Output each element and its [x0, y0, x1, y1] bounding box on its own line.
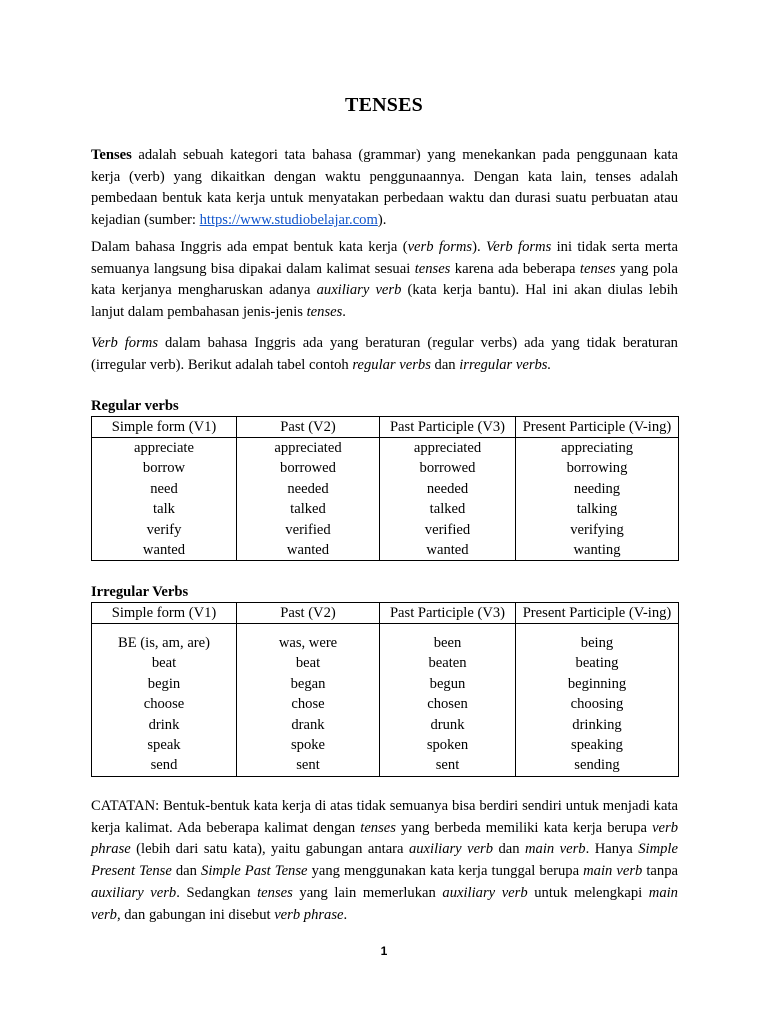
text-run: CATATAN: Bentuk-bentuk kata kerja di atas tidak semuanya bisa berdiri sendiri untuk menjadi kata kerja kalimat. Ada beberapa kalimat dengan [91, 798, 678, 836]
table-cell: beginning [516, 674, 679, 694]
regular-irregular-paragraph [91, 333, 678, 376]
table-row [92, 653, 679, 673]
table-cell: begun [380, 674, 516, 694]
table-cell: sent [237, 755, 380, 776]
regular-verbs-heading: Regular verbs [91, 398, 179, 414]
table-cell: borrowed [237, 458, 380, 478]
table-row [92, 735, 679, 755]
table-cell: sending [516, 755, 679, 776]
italic-term: Simple Present Tense [91, 841, 678, 880]
text-run: yang menggunakan kata kerja tunggal berupa [307, 863, 584, 880]
table-cell: beat [92, 653, 237, 673]
table-cell: talking [516, 499, 679, 519]
text-run: dan [430, 356, 460, 373]
page-title: TENSES [345, 94, 423, 116]
text-run: dalam bahasa Inggris ada yang beraturan (regular verbs) ada yang tidak beraturan (irregular verb). Berikut adalah tabel contoh [91, 335, 678, 373]
text-run: . [342, 304, 346, 321]
table-cell: drinking [516, 715, 679, 735]
italic-term: main verb [91, 884, 678, 923]
text-run: tanpa [642, 863, 678, 880]
column-header: Past (V2) [237, 417, 380, 438]
table-cell: talked [237, 499, 380, 519]
text-run: ). [472, 239, 486, 255]
table-cell: verifying [516, 520, 679, 540]
table-cell: wanted [237, 540, 380, 561]
table-cell: verify [92, 520, 237, 540]
table-row [92, 499, 679, 519]
column-header: Past Participle (V3) [380, 417, 516, 438]
column-header: Past (V2) [237, 603, 380, 624]
intro-text: adalah sebuah kategori tata bahasa (grammar) yang menekankan pada penggunaan kata kerja (verb) yang dikaitkan dengan waktu penggunaannya. Dengan kata lain, tenses adalah pembedaan bentuk kata kerja untuk menyatakan perbedaan waktu dan durasi suatu perbuatan atau kejadian (sumber: [91, 147, 678, 229]
italic-term: tenses [579, 260, 616, 277]
table-cell: appreciated [237, 438, 380, 459]
table-cell: borrow [92, 458, 237, 478]
italic-term: tenses [257, 884, 293, 901]
table-cell: needed [380, 479, 516, 499]
text-run: dan [493, 841, 526, 858]
verb-forms-paragraph [91, 237, 678, 324]
italic-term: main verb [583, 863, 643, 880]
table-cell: verified [380, 520, 516, 540]
italic-term: auxiliary verb [316, 282, 402, 299]
text-run: yang pola kata kerjanya mengharuskan adanya [91, 260, 678, 299]
italic-term: auxiliary verb [442, 884, 528, 901]
page-number: 1 [380, 944, 388, 958]
irregular-verbs-heading: Irregular Verbs [91, 584, 189, 600]
table-cell: needing [516, 479, 679, 499]
text-run: . [343, 906, 348, 923]
table-cell: beating [516, 653, 679, 673]
regular-verbs-table [91, 416, 679, 561]
text-run: yang lain memerlukan [292, 884, 443, 901]
table-cell: needed [237, 479, 380, 499]
note-paragraph [91, 796, 678, 926]
italic-term: verb phrase [91, 819, 678, 858]
table-cell: wanting [516, 540, 679, 561]
italic-term: main verb [525, 841, 586, 858]
table-row [92, 540, 679, 561]
table-row [92, 715, 679, 735]
text-run: , dan gabungan ini disebut [116, 906, 275, 923]
text-run: yang berbeda memiliki kata kerja berupa [395, 819, 653, 836]
table-cell: began [237, 674, 380, 694]
column-header: Present Participle (V-ing) [516, 603, 679, 624]
table-cell: beaten [380, 653, 516, 673]
table-cell: verified [237, 520, 380, 540]
text-run: (lebih dari satu kata), yaitu gabungan antara [130, 841, 409, 858]
table-cell: drunk [380, 715, 516, 735]
italic-term: Simple Past Tense [201, 863, 308, 880]
intro-paragraph [91, 145, 678, 232]
table-cell: choose [92, 694, 237, 714]
table-cell: speak [92, 735, 237, 755]
table-row [92, 438, 679, 459]
italic-term: auxiliary verb [408, 841, 494, 858]
table-row [92, 479, 679, 499]
column-header: Present Participle (V-ing) [516, 417, 679, 438]
table-row [92, 624, 679, 654]
table-cell: spoke [237, 735, 380, 755]
table-row [92, 674, 679, 694]
text-run: . Sedangkan [176, 884, 258, 901]
text-run: karena ada beberapa [450, 260, 580, 277]
table-cell: drink [92, 715, 237, 735]
text-run: Dalam bahasa Inggris ada empat bentuk kata kerja ( [91, 239, 408, 255]
table-row [92, 458, 679, 478]
italic-term: Verb forms [485, 239, 552, 255]
table-cell: talk [92, 499, 237, 519]
source-link[interactable]: https://www.studiobelajar.com [199, 212, 378, 229]
italic-term: verb phrase [274, 906, 344, 923]
table-cell: talked [380, 499, 516, 519]
table-cell: appreciated [380, 438, 516, 459]
table-header-row [92, 603, 679, 624]
text-run: untuk melengkapi [527, 884, 649, 901]
table-cell: need [92, 479, 237, 499]
column-header: Past Participle (V3) [380, 603, 516, 624]
table-cell: wanted [92, 540, 237, 561]
italic-term: tenses [414, 260, 451, 277]
italic-term: auxiliary verb [91, 884, 177, 901]
table-cell: chose [237, 694, 380, 714]
table-cell: wanted [380, 540, 516, 561]
table-cell: been [380, 624, 516, 654]
table-cell: drank [237, 715, 380, 735]
table-header-row [92, 417, 679, 438]
table-cell: was, were [237, 624, 380, 654]
table-cell: choosing [516, 694, 679, 714]
column-header: Simple form (V1) [92, 417, 237, 438]
table-cell: BE (is, am, are) [92, 624, 237, 654]
table-row [92, 520, 679, 540]
text-run: ini tidak serta merta semuanya langsung bisa dipakai dalam kalimat sesuai [91, 239, 678, 277]
table-cell: send [92, 755, 237, 776]
italic-term: tenses [306, 304, 343, 321]
italic-term: regular verbs [352, 356, 431, 373]
column-header: Simple form (V1) [92, 603, 237, 624]
italic-term: irregular verbs. [459, 356, 552, 373]
italic-term: tenses [360, 819, 396, 836]
table-cell: appreciate [92, 438, 237, 459]
table-row [92, 694, 679, 714]
table-cell: speaking [516, 735, 679, 755]
text-run: (kata kerja bantu). Hal ini akan diulas lebih lanjut dalam pembahasan jenis-jenis [91, 282, 678, 321]
intro-term: Tenses [91, 147, 132, 163]
italic-term: verb forms [407, 239, 473, 255]
table-row [92, 755, 679, 776]
table-cell: borrowing [516, 458, 679, 478]
table-cell: sent [380, 755, 516, 776]
intro-text-end: ). [377, 212, 387, 229]
italic-term: Verb forms [91, 335, 158, 351]
table-cell: spoken [380, 735, 516, 755]
text-run: . Hanya [585, 841, 639, 858]
text-run: dan [171, 863, 202, 880]
table-cell: begin [92, 674, 237, 694]
table-cell: borrowed [380, 458, 516, 478]
table-cell: beat [237, 653, 380, 673]
table-cell: appreciating [516, 438, 679, 459]
table-cell: being [516, 624, 679, 654]
irregular-verbs-table [91, 602, 679, 777]
table-cell: chosen [380, 694, 516, 714]
